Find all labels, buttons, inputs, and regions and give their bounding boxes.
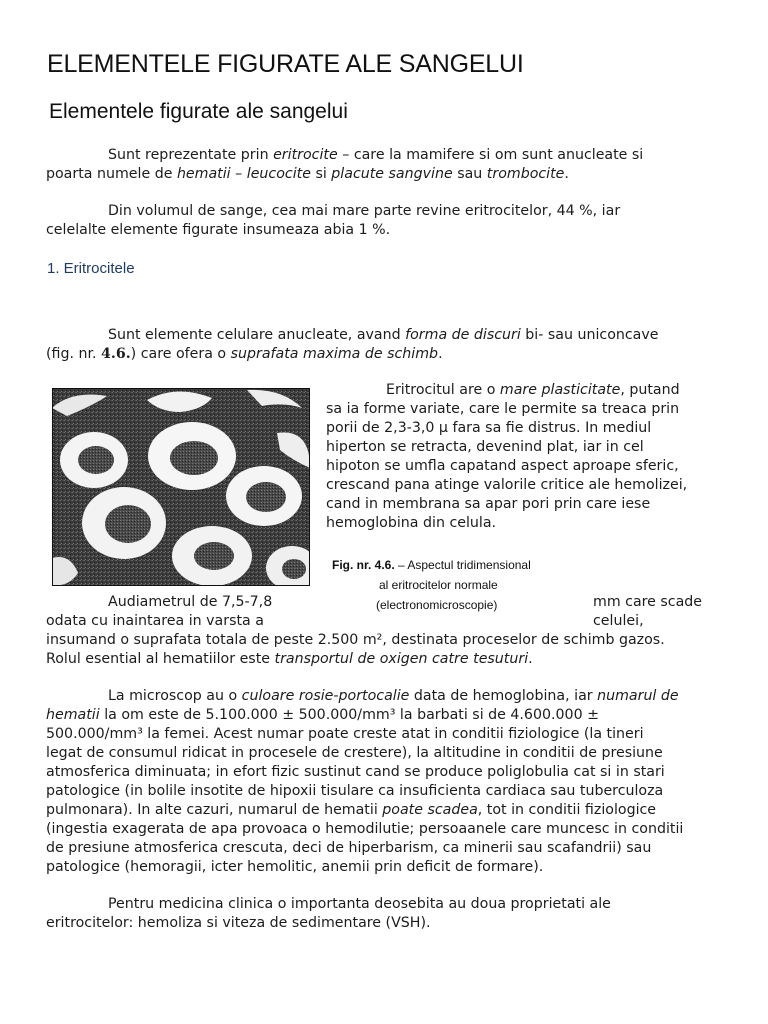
page-title: ELEMENTELE FIGURATE ALE SANGELUI (47, 50, 524, 78)
paragraph-line: Pentru medicina clinica o importanta deosebita au doua proprietati ale (108, 896, 611, 912)
paragraph-line: de presiune atmosferica crescuta, deci de hiperbarism, ca minerii sau scafandrii) sau (46, 840, 652, 856)
paragraph-line: poarta numele de hematii – leucocite si placute sangvine sau trombocite. (46, 166, 569, 182)
paragraph-line: Din volumul de sange, cea mai mare parte revine eritrocitelor, 44 %, iar (108, 203, 621, 219)
figure-erythrocytes-micrograph (52, 388, 310, 586)
paragraph-line: patologice (hemoragii, icter hemolitic, anemii prin deficit de formare). (46, 859, 544, 875)
paragraph-line: hematii la om este de 5.100.000 ± 500.000/mm³ la barbati si de 4.600.000 ± (46, 707, 600, 723)
paragraph-line: Sunt elemente celulare anucleate, avand forma de discuri bi- sau uniconcave (108, 327, 659, 343)
section-heading: 1. Eritrocitele (47, 260, 135, 277)
paragraph-line: hiperton se retracta, devenind plat, iar in cel (326, 439, 644, 455)
paragraph-line: sa ia forme variate, care le permite sa treaca prin (326, 401, 680, 417)
paragraph-line: celelalte elemente figurate insumeaza abia 1 %. (46, 222, 391, 238)
paragraph-line: insumand o suprafata totala de peste 2.500 m², destinata proceselor de schimb gazos. (46, 632, 665, 648)
paragraph-line: hipoton se umfla capatand aspect aproape sferic, (326, 458, 679, 474)
page-subtitle: Elementele figurate ale sangelui (49, 100, 348, 123)
paragraph-line: hemoglobina din celula. (326, 515, 497, 531)
paragraph-line: 500.000/mm³ la femei. Acest numar poate creste atat in conditii fiziologice (la tineri (46, 726, 644, 742)
figure-caption-line: Fig. nr. 4.6. – Aspectul tridimensional (332, 558, 531, 572)
paragraph-line: odata cu inaintarea in varsta a (46, 613, 264, 629)
paragraph-line: Sunt reprezentate prin eritrocite – care la mamifere si om sunt anucleate si (108, 147, 644, 163)
paragraph-line: cand in membrana sa apar pori prin care iese (326, 496, 651, 512)
paragraph-line: La microscop au o culoare rosie-portocalie data de hemoglobina, iar numarul de (108, 688, 679, 704)
paragraph-line: eritrocitelor: hemoliza si viteza de sedimentare (VSH). (46, 915, 431, 931)
paragraph-line: crescand pana atinge valorile critice ale hemolizei, (326, 477, 688, 493)
paragraph-line: Rolul esential al hematiilor este transportul de oxigen catre tesuturi. (46, 651, 533, 667)
paragraph-line: legat de consumul ridicat in procesele de crestere), la altitudine in conditii de presiune (46, 745, 663, 761)
figure-caption-line: (electronomicroscopie) (376, 598, 498, 612)
paragraph-line: patologice (in bolile insotite de hipoxii tisulare ca insuficienta cardiaca sau tuberculoza (46, 783, 664, 799)
paragraph-line: (ingestia exagerata de apa provoaca o hemodilutie; persoaanele care muncesc in conditii (46, 821, 684, 837)
paragraph-line: mm care scade (593, 594, 703, 610)
erythrocytes-micrograph-image (52, 388, 310, 586)
paragraph-line: pulmonara). In alte cazuri, numarul de hematii poate scadea, tot in conditii fiziologice (46, 802, 657, 818)
paragraph-line: atmosferica diminuata; in efort fizic sustinut cand se produce poliglobulia cat si in stari (46, 764, 665, 780)
figure-caption-line: al eritrocitelor normale (379, 578, 498, 592)
paragraph-line: porii de 2,3-3,0 µ fara sa fie distrus. In mediul (326, 420, 652, 436)
paragraph-line: (fig. nr. 4.6.) care ofera o suprafata maxima de schimb. (46, 346, 443, 362)
paragraph-line: celulei, (593, 613, 644, 629)
paragraph-line: Eritrocitul are o mare plasticitate, putand (386, 382, 680, 398)
paragraph-line: Audiametrul de 7,5-7,8 (108, 594, 273, 610)
